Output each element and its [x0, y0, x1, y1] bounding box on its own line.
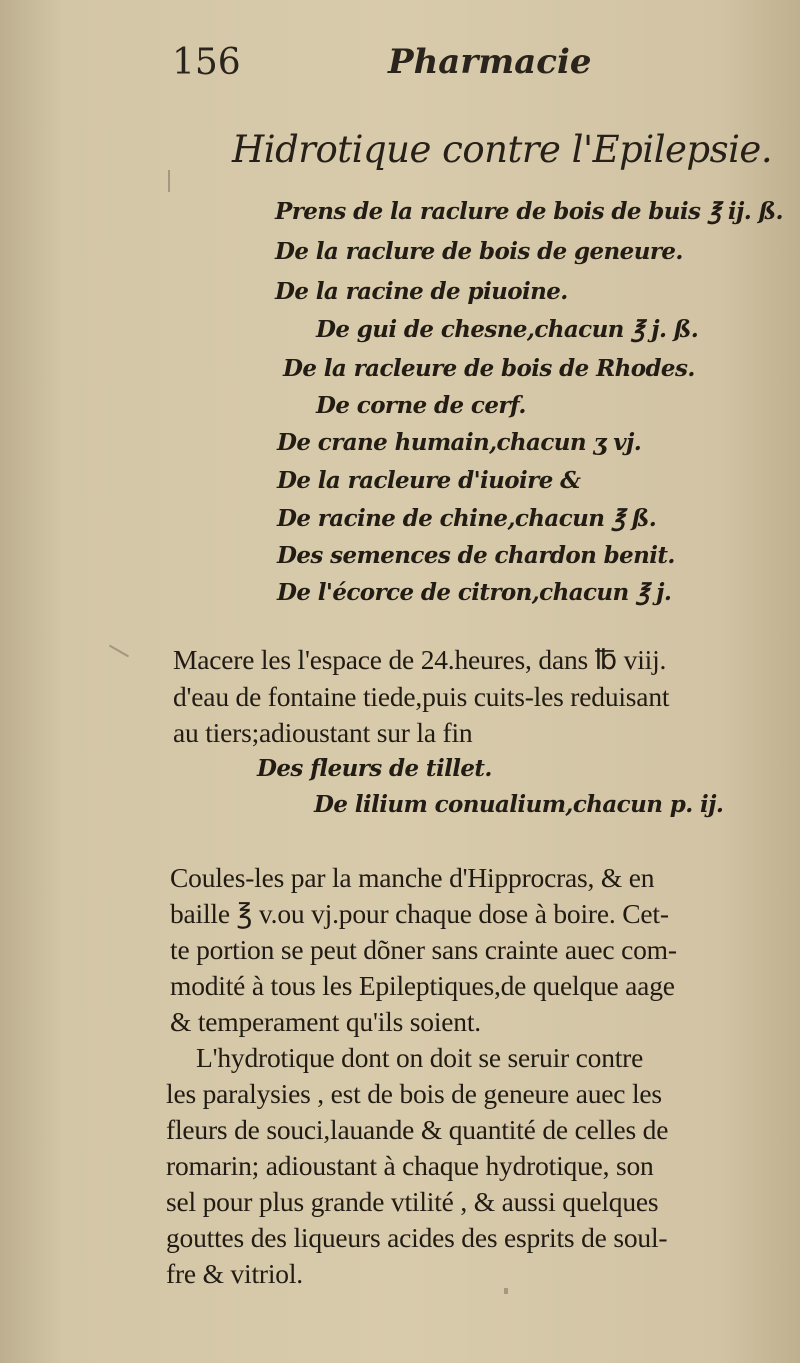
recipe-line: De lilium conualium,chacun p. ij. [314, 791, 724, 818]
text-line: au tiers;adioustant sur la fin [173, 717, 473, 748]
ink-mark [168, 170, 170, 192]
recipe-line: De l'écorce de citron,chacun ℥ j. [277, 579, 672, 606]
text-line: baille ℥ v.ou vj.pour chaque dose à boire. Cet- [170, 898, 669, 929]
text-line: d'eau de fontaine tiede,puis cuits-les reduisant [173, 681, 670, 712]
text-line: Macere les l'espace de 24.heures, dans ℔ viij. [173, 644, 667, 675]
recipe-line: Prens de la raclure de bois de buis ℥ ij. ß. [275, 198, 783, 225]
recipe-line: Des semences de chardon benit. [277, 542, 675, 569]
recipe-line: De la raclure de bois de geneure. [275, 238, 683, 265]
text-line: fleurs de souci,lauande & quantité de celles de [166, 1114, 669, 1145]
running-title: Pharmacie [388, 42, 592, 82]
text-line: gouttes des liqueurs acides des esprits de soul- [166, 1222, 668, 1253]
recipe-line: De la racleure de bois de Rhodes. [283, 355, 695, 382]
text-line: L'hydrotique dont on doit se seruir contre [196, 1042, 644, 1073]
page-number: 156 [172, 42, 241, 83]
text-line: fre & vitriol. [166, 1258, 303, 1289]
recipe-line: De la racleure d'iuoire & [277, 467, 581, 494]
section-title: Hidrotique contre l'Epilepsie. [232, 128, 773, 171]
ink-mark [504, 1288, 508, 1294]
text-line: Coules-les par la manche d'Hipprocras, & en [170, 862, 655, 893]
text-line: romarin; adioustant à chaque hydrotique, son [166, 1150, 654, 1181]
text-line: sel pour plus grande vtilité , & aussi quelques [166, 1186, 659, 1217]
text-line: les paralysies , est de bois de geneure auec les [166, 1078, 662, 1109]
ink-mark [109, 645, 129, 658]
recipe-line: De corne de cerf. [316, 392, 526, 419]
recipe-line: De crane humain,chacun ʒ vj. [277, 429, 642, 456]
recipe-line: De gui de chesne,chacun ℥ j. ß. [316, 316, 699, 343]
recipe-line: De racine de chine,chacun ℥ ß. [277, 505, 657, 532]
recipe-line: Des fleurs de tillet. [257, 755, 492, 782]
text-line: & temperament qu'ils soient. [170, 1006, 481, 1037]
text-line: te portion se peut dõner sans crainte auec com- [170, 934, 677, 965]
recipe-line: De la racine de piuoine. [275, 278, 568, 305]
text-line: modité à tous les Epileptiques,de quelque aage [170, 970, 675, 1001]
